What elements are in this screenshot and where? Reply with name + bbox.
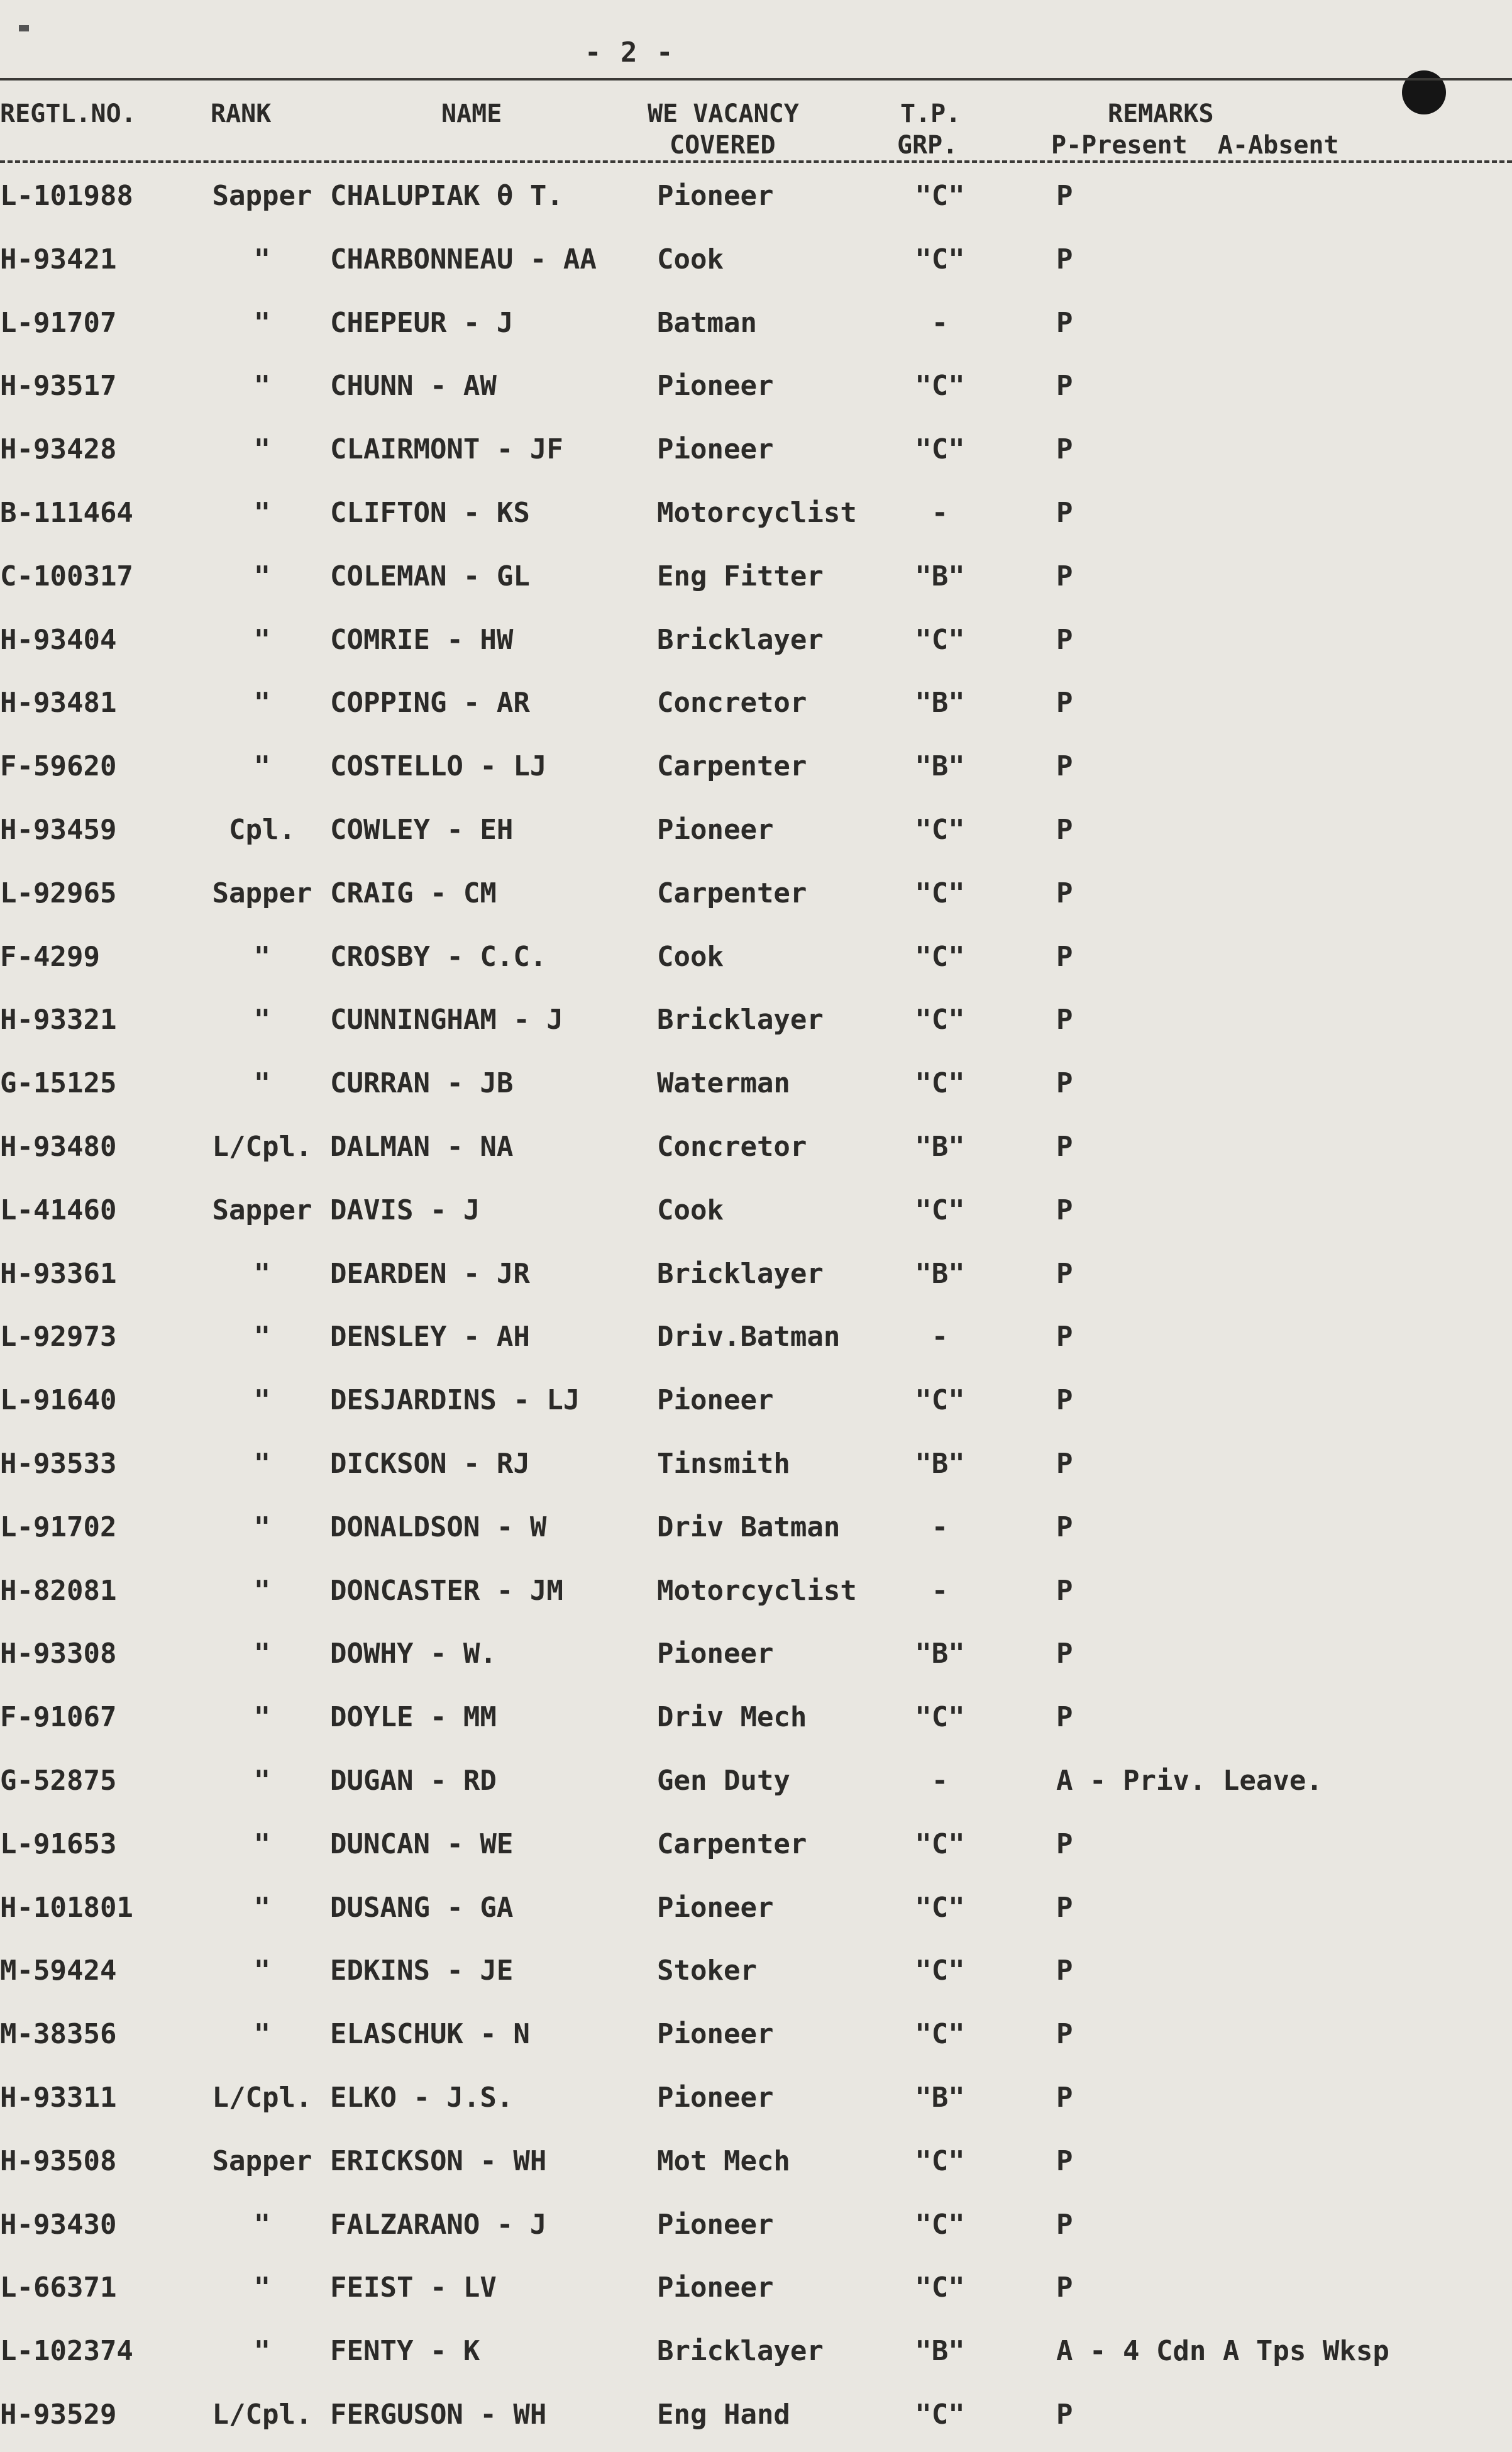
name-cell: DUGAN - RD	[330, 1765, 497, 1797]
rank-cell: "	[253, 1511, 271, 1543]
name-cell: CURRAN - JB	[330, 1067, 514, 1100]
remarks-cell: P	[1056, 1638, 1073, 1670]
name-cell: CHUNN - AW	[330, 370, 497, 402]
vacancy-cell: Carpenter	[657, 750, 807, 783]
tp-group-cell: "C"	[915, 2208, 965, 2241]
table-row	[0, 232, 1512, 295]
table-row	[0, 613, 1512, 675]
vacancy-cell: Bricklayer	[657, 1257, 824, 1290]
table-row	[0, 929, 1512, 992]
tp-group-cell: "C"	[915, 1194, 965, 1226]
vacancy-cell: Pioneer	[657, 370, 774, 402]
regtl-no-cell: H-101801	[0, 1891, 133, 1924]
vacancy-cell: Pioneer	[657, 2272, 774, 2304]
regtl-no-cell: H-93361	[0, 1257, 117, 1290]
tp-group-cell: "C"	[915, 1701, 965, 1734]
regtl-no-cell: L-92973	[0, 1321, 117, 1353]
name-cell: DONALDSON - W	[330, 1511, 547, 1543]
table-row	[0, 296, 1512, 358]
vacancy-cell: Pioneer	[657, 2018, 774, 2051]
regtl-no-cell: M-59424	[0, 1955, 117, 1987]
remarks-cell: P	[1056, 1701, 1073, 1734]
tp-group-cell: -	[931, 1765, 949, 1797]
rank-cell: Sapper	[212, 877, 312, 909]
vacancy-cell: Bricklayer	[657, 623, 824, 656]
remarks-cell: P	[1056, 1384, 1073, 1417]
regtl-no-cell: H-82081	[0, 1574, 117, 1607]
vacancy-cell: Cook	[657, 1194, 724, 1226]
rank-cell: "	[253, 623, 271, 656]
name-cell: ELKO - J.S.	[330, 2082, 514, 2114]
header-name: NAME	[441, 99, 502, 128]
vacancy-cell: Waterman	[657, 1067, 790, 1100]
name-cell: COWLEY - EH	[330, 814, 514, 846]
regtl-no-cell: L-91640	[0, 1384, 117, 1417]
remarks-cell: P	[1056, 877, 1073, 909]
regtl-no-cell: H-93480	[0, 1131, 117, 1163]
name-cell: DENSLEY - AH	[330, 1321, 530, 1353]
header-vacancy-line1: WE VACANCY	[648, 99, 799, 128]
regtl-no-cell: F-91067	[0, 1701, 117, 1734]
remarks-cell: P	[1056, 1257, 1073, 1290]
header-dashed-rule	[0, 160, 1512, 163]
tp-group-cell: "C"	[915, 1384, 965, 1417]
vacancy-cell: Batman	[657, 306, 757, 339]
name-cell: ERICKSON - WH	[330, 2144, 547, 2177]
table-row	[0, 2324, 1512, 2387]
rank-cell: L/Cpl.	[212, 1131, 312, 1163]
tp-group-cell: "C"	[915, 2144, 965, 2177]
table-row	[0, 2007, 1512, 2070]
regtl-no-cell: L-92965	[0, 877, 117, 909]
rank-cell: "	[253, 2335, 271, 2368]
remarks-cell: P	[1056, 750, 1073, 783]
table-row	[0, 485, 1512, 548]
regtl-no-cell: H-93404	[0, 623, 117, 656]
name-cell: FALZARANO - J	[330, 2208, 547, 2241]
tp-group-cell: -	[931, 1321, 949, 1353]
header-rank: RANK	[211, 99, 272, 128]
table-row	[0, 2197, 1512, 2260]
table-row	[0, 1817, 1512, 1880]
remarks-cell: P	[1056, 2208, 1073, 2241]
top-rule	[0, 78, 1512, 80]
tp-group-cell: -	[931, 306, 949, 339]
vacancy-cell: Pioneer	[657, 180, 774, 212]
regtl-no-cell: H-93508	[0, 2144, 117, 2177]
table-row	[0, 1183, 1512, 1246]
name-cell: COMRIE - HW	[330, 623, 514, 656]
rank-cell: Cpl.	[229, 814, 295, 846]
vacancy-cell: Motorcyclist	[657, 1574, 857, 1607]
vacancy-cell: Pioneer	[657, 2208, 774, 2241]
tp-group-cell: -	[931, 1511, 949, 1543]
table-row	[0, 2260, 1512, 2323]
rank-cell: "	[253, 2272, 271, 2304]
table-row	[0, 675, 1512, 738]
table-row	[0, 1626, 1512, 1689]
remarks-cell: P	[1056, 1321, 1073, 1353]
name-cell: DONCASTER - JM	[330, 1574, 563, 1607]
remarks-cell: P	[1056, 2082, 1073, 2114]
table-row	[0, 1500, 1512, 1563]
vacancy-cell: Eng Hand	[657, 2399, 790, 2431]
remarks-cell: P	[1056, 687, 1073, 719]
tp-group-cell: "C"	[915, 2272, 965, 2304]
name-cell: EDKINS - JE	[330, 1955, 514, 1987]
header-tp-line1: T.P.	[900, 99, 961, 128]
rank-cell: "	[253, 1384, 271, 1417]
remarks-cell: P	[1056, 1828, 1073, 1860]
remarks-cell: P	[1056, 2399, 1073, 2431]
regtl-no-cell: L-91707	[0, 306, 117, 339]
remarks-cell: P	[1056, 1955, 1073, 1987]
remarks-cell: P	[1056, 180, 1073, 212]
punch-hole	[1402, 70, 1446, 114]
header-remarks-line2: P-Present A-Absent	[1051, 131, 1339, 160]
table-row	[0, 1246, 1512, 1309]
table-row	[0, 802, 1512, 865]
regtl-no-cell: G-52875	[0, 1765, 117, 1797]
vacancy-cell: Cook	[657, 940, 724, 973]
name-cell: DOWHY - W.	[330, 1638, 497, 1670]
remarks-cell: P	[1056, 433, 1073, 466]
tp-group-cell: "C"	[915, 1891, 965, 1924]
rank-cell: "	[253, 1321, 271, 1353]
name-cell: CROSBY - C.C.	[330, 940, 547, 973]
name-cell: DESJARDINS - LJ	[330, 1384, 580, 1417]
rank-cell: "	[253, 370, 271, 402]
tp-group-cell: "C"	[915, 1067, 965, 1100]
tp-group-cell: "C"	[915, 180, 965, 212]
rank-cell: "	[253, 1891, 271, 1924]
header-tp-line2: GRP.	[897, 131, 958, 160]
tp-group-cell: "B"	[915, 1448, 965, 1480]
vacancy-cell: Gen Duty	[657, 1765, 790, 1797]
rank-cell: L/Cpl.	[212, 2082, 312, 2114]
regtl-no-cell: H-93481	[0, 687, 117, 719]
vacancy-cell: Concretor	[657, 687, 807, 719]
table-row	[0, 2134, 1512, 2197]
name-cell: CHARBONNEAU - AA	[330, 243, 597, 275]
rank-cell: "	[253, 1828, 271, 1860]
regtl-no-cell: G-15125	[0, 1067, 117, 1100]
remarks-cell: P	[1056, 1131, 1073, 1163]
tp-group-cell: "B"	[915, 560, 965, 592]
regtl-no-cell: F-59620	[0, 750, 117, 783]
table-row	[0, 169, 1512, 231]
vacancy-cell: Eng Fitter	[657, 560, 824, 592]
regtl-no-cell: C-100317	[0, 560, 133, 592]
remarks-cell: P	[1056, 1194, 1073, 1226]
vacancy-cell: Motorcyclist	[657, 497, 857, 529]
name-cell: COLEMAN - GL	[330, 560, 530, 592]
tp-group-cell: "C"	[915, 814, 965, 846]
header-remarks-line1: REMARKS	[1108, 99, 1214, 128]
name-cell: CHEPEUR - J	[330, 306, 514, 339]
remarks-cell: P	[1056, 306, 1073, 339]
rank-cell: "	[253, 2208, 271, 2241]
rank-cell: "	[253, 750, 271, 783]
name-cell: DOYLE - MM	[330, 1701, 497, 1734]
name-cell: FENTY - K	[330, 2335, 480, 2368]
vacancy-cell: Driv Mech	[657, 1701, 807, 1734]
vacancy-cell: Carpenter	[657, 1828, 807, 1860]
tp-group-cell: "B"	[915, 687, 965, 719]
remarks-cell: P	[1056, 623, 1073, 656]
regtl-no-cell: L-41460	[0, 1194, 117, 1226]
tp-group-cell: "C"	[915, 877, 965, 909]
rank-cell: "	[253, 687, 271, 719]
rank-cell: Sapper	[212, 2144, 312, 2177]
table-row	[0, 739, 1512, 802]
vacancy-cell: Mot Mech	[657, 2144, 790, 2177]
rank-cell: L/Cpl.	[212, 2399, 312, 2431]
remarks-cell: P	[1056, 1574, 1073, 1607]
table-row	[0, 2070, 1512, 2133]
rank-cell: Sapper	[212, 180, 312, 212]
vacancy-cell: Pioneer	[657, 1891, 774, 1924]
remarks-cell: P	[1056, 243, 1073, 275]
table-row	[0, 1309, 1512, 1372]
vacancy-cell: Stoker	[657, 1955, 757, 1987]
vacancy-cell: Driv Batman	[657, 1511, 841, 1543]
vacancy-cell: Driv.Batman	[657, 1321, 841, 1353]
table-row	[0, 1373, 1512, 1436]
name-cell: CLAIRMONT - JF	[330, 433, 563, 466]
tp-group-cell: "C"	[915, 623, 965, 656]
regtl-no-cell: H-93308	[0, 1638, 117, 1670]
rank-cell: Sapper	[212, 1194, 312, 1226]
table-row	[0, 1436, 1512, 1499]
remarks-cell: P	[1056, 1448, 1073, 1480]
regtl-no-cell: B-111464	[0, 497, 133, 529]
table-row	[0, 2387, 1512, 2450]
remarks-cell: P	[1056, 2272, 1073, 2304]
remarks-cell: P	[1056, 1511, 1073, 1543]
rank-cell: "	[253, 1004, 271, 1036]
remarks-cell: P	[1056, 814, 1073, 846]
name-cell: COPPING - AR	[330, 687, 530, 719]
rank-cell: "	[253, 1701, 271, 1734]
header-regtl-no: REGTL.NO.	[0, 99, 136, 128]
vacancy-cell: Tinsmith	[657, 1448, 790, 1480]
tp-group-cell: "B"	[915, 1638, 965, 1670]
remarks-cell: P	[1056, 560, 1073, 592]
remarks-cell: A - 4 Cdn A Tps Wksp	[1056, 2335, 1389, 2368]
rank-cell: "	[253, 1067, 271, 1100]
rank-cell: "	[253, 306, 271, 339]
table-row	[0, 549, 1512, 612]
tp-group-cell: "C"	[915, 2018, 965, 2051]
name-cell: DUNCAN - WE	[330, 1828, 514, 1860]
header-vacancy-line2: COVERED	[670, 131, 776, 160]
vacancy-cell: Carpenter	[657, 877, 807, 909]
vacancy-cell: Pioneer	[657, 1638, 774, 1670]
vacancy-cell: Bricklayer	[657, 1004, 824, 1036]
tp-group-cell: "B"	[915, 750, 965, 783]
tp-group-cell: "C"	[915, 370, 965, 402]
tp-group-cell: -	[931, 1574, 949, 1607]
name-cell: FEIST - LV	[330, 2272, 497, 2304]
name-cell: DICKSON - RJ	[330, 1448, 530, 1480]
regtl-no-cell: H-93311	[0, 2082, 117, 2114]
margin-mark	[19, 25, 29, 31]
regtl-no-cell: L-91702	[0, 1511, 117, 1543]
rank-cell: "	[253, 940, 271, 973]
name-cell: ELASCHUK - N	[330, 2018, 530, 2051]
name-cell: DALMAN - NA	[330, 1131, 514, 1163]
name-cell: CLIFTON - KS	[330, 497, 530, 529]
table-row	[0, 1690, 1512, 1753]
regtl-no-cell: L-91653	[0, 1828, 117, 1860]
table-row	[0, 1880, 1512, 1943]
rank-cell: "	[253, 1574, 271, 1607]
vacancy-cell: Pioneer	[657, 2082, 774, 2114]
remarks-cell: P	[1056, 2144, 1073, 2177]
tp-group-cell: -	[931, 497, 949, 529]
regtl-no-cell: H-93421	[0, 243, 117, 275]
rank-cell: "	[253, 243, 271, 275]
rank-cell: "	[253, 1257, 271, 1290]
remarks-cell: P	[1056, 1067, 1073, 1100]
tp-group-cell: "C"	[915, 433, 965, 466]
tp-group-cell: "C"	[915, 940, 965, 973]
regtl-no-cell: M-38356	[0, 2018, 117, 2051]
name-cell: CUNNINGHAM - J	[330, 1004, 563, 1036]
remarks-cell: P	[1056, 1891, 1073, 1924]
tp-group-cell: "B"	[915, 1257, 965, 1290]
remarks-cell: P	[1056, 370, 1073, 402]
name-cell: FERGUSON - WH	[330, 2399, 547, 2431]
tp-group-cell: "C"	[915, 1004, 965, 1036]
vacancy-cell: Concretor	[657, 1131, 807, 1163]
remarks-cell: A - Priv. Leave.	[1056, 1765, 1323, 1797]
rank-cell: "	[253, 433, 271, 466]
table-row	[0, 1119, 1512, 1182]
regtl-no-cell: H-93517	[0, 370, 117, 402]
remarks-cell: P	[1056, 940, 1073, 973]
vacancy-cell: Pioneer	[657, 1384, 774, 1417]
name-cell: DAVIS - J	[330, 1194, 480, 1226]
vacancy-cell: Cook	[657, 243, 724, 275]
vacancy-cell: Pioneer	[657, 433, 774, 466]
table-row	[0, 358, 1512, 421]
table-row	[0, 1753, 1512, 1816]
name-cell: COSTELLO - LJ	[330, 750, 547, 783]
tp-group-cell: "B"	[915, 1131, 965, 1163]
name-cell: DUSANG - GA	[330, 1891, 514, 1924]
name-cell: CHALUPIAK θ T.	[330, 180, 563, 212]
regtl-no-cell: L-66371	[0, 2272, 117, 2304]
regtl-no-cell: H-93529	[0, 2399, 117, 2431]
tp-group-cell: "C"	[915, 1828, 965, 1860]
vacancy-cell: Pioneer	[657, 814, 774, 846]
remarks-cell: P	[1056, 1004, 1073, 1036]
regtl-no-cell: L-101988	[0, 180, 133, 212]
tp-group-cell: "C"	[915, 2399, 965, 2431]
rank-cell: "	[253, 560, 271, 592]
table-row	[0, 1563, 1512, 1626]
regtl-no-cell: L-102374	[0, 2335, 133, 2368]
table-row	[0, 866, 1512, 929]
regtl-no-cell: H-93430	[0, 2208, 117, 2241]
rank-cell: "	[253, 2018, 271, 2051]
table-row	[0, 992, 1512, 1055]
tp-group-cell: "B"	[915, 2335, 965, 2368]
table-row	[0, 1056, 1512, 1119]
name-cell: CRAIG - CM	[330, 877, 497, 909]
page-number: - 2 -	[585, 36, 675, 69]
regtl-no-cell: F-4299	[0, 940, 100, 973]
table-row	[0, 422, 1512, 485]
rank-cell: "	[253, 1638, 271, 1670]
regtl-no-cell: H-93428	[0, 433, 117, 466]
tp-group-cell: "C"	[915, 1955, 965, 1987]
regtl-no-cell: H-93533	[0, 1448, 117, 1480]
rank-cell: "	[253, 497, 271, 529]
remarks-cell: P	[1056, 2018, 1073, 2051]
table-row	[0, 1943, 1512, 2006]
tp-group-cell: "C"	[915, 243, 965, 275]
rank-cell: "	[253, 1955, 271, 1987]
vacancy-cell: Bricklayer	[657, 2335, 824, 2368]
tp-group-cell: "B"	[915, 2082, 965, 2114]
regtl-no-cell: H-93459	[0, 814, 117, 846]
rank-cell: "	[253, 1765, 271, 1797]
rank-cell: "	[253, 1448, 271, 1480]
name-cell: DEARDEN - JR	[330, 1257, 530, 1290]
remarks-cell: P	[1056, 497, 1073, 529]
regtl-no-cell: H-93321	[0, 1004, 117, 1036]
